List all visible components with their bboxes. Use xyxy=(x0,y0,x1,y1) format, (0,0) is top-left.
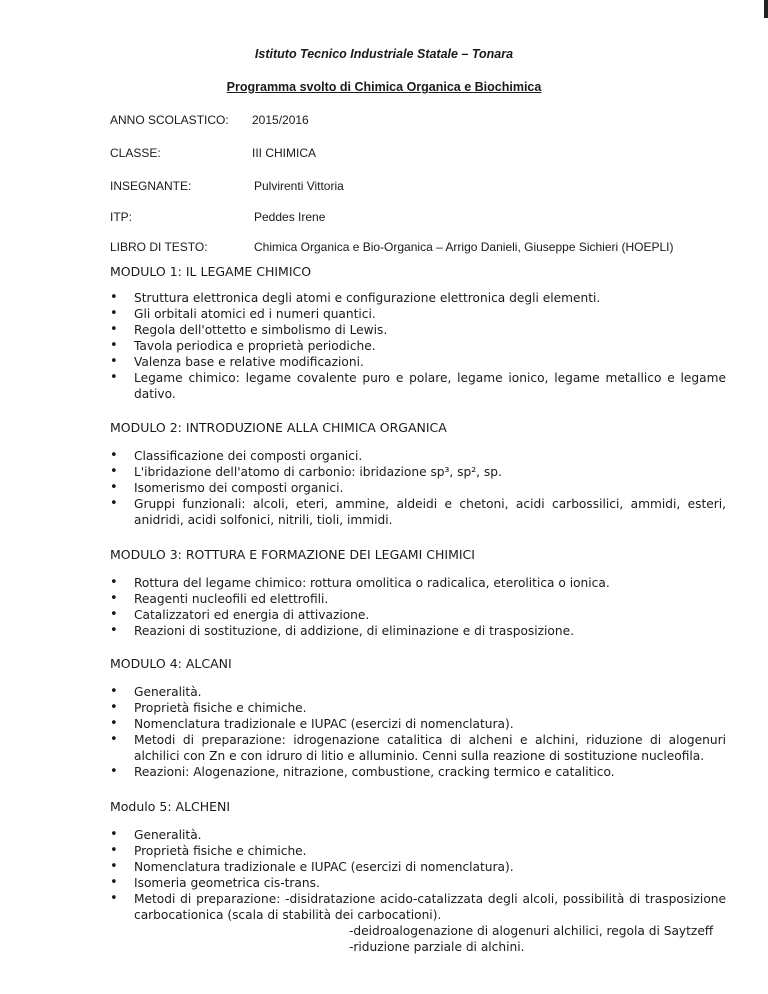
module-3-list xyxy=(110,575,726,639)
list-item: • Metodi di preparazione: idrogenazione catalitica di alcheni e alchini, riduzione di alogenuri alchilici con Zn e con idruro di litio e alluminio. Cenni sulla reazione di sostituzione nucleofila. xyxy=(110,732,726,764)
info-value: Pulvirenti Vittoria xyxy=(254,179,344,193)
list-item: • Legame chimico: legame covalente puro e polare, legame ionico, legame metallico e legame dativo. xyxy=(110,370,726,402)
module-2-title: MODULO 2: INTRODUZIONE ALLA CHIMICA ORGANICA xyxy=(110,420,447,435)
list-item: • Valenza base e relative modificazioni. xyxy=(110,354,726,370)
list-item: • Isomeria geometrica cis-trans. xyxy=(110,875,726,891)
module-4-title: MODULO 4: ALCANI xyxy=(110,656,232,671)
info-label: INSEGNANTE: xyxy=(110,179,192,193)
list-item: • Struttura elettronica degli atomi e configurazione elettronica degli elementi. xyxy=(110,290,726,306)
module-2-list xyxy=(110,448,726,528)
info-value: 2015/2016 xyxy=(252,113,309,127)
module-1-list xyxy=(110,290,726,402)
list-item: • Proprietà fisiche e chimiche. xyxy=(110,843,726,859)
list-item: • Regola dell'ottetto e simbolismo di Lewis. xyxy=(110,322,726,338)
list-item: • Nomenclatura tradizionale e IUPAC (esercizi di nomenclatura). xyxy=(110,716,726,732)
list-item: • Reagenti nucleofili ed elettrofili. xyxy=(110,591,726,607)
program-title: Programma svolto di Chimica Organica e Biochimica xyxy=(226,80,542,94)
list-item: • Nomenclatura tradizionale e IUPAC (esercizi di nomenclatura). xyxy=(110,859,726,875)
list-item: • Generalità. xyxy=(110,827,726,843)
module-1-title: MODULO 1: IL LEGAME CHIMICO xyxy=(110,264,312,279)
list-item: • Proprietà fisiche e chimiche. xyxy=(110,700,726,716)
info-value: III CHIMICA xyxy=(252,146,317,160)
list-item: • Catalizzatori ed energia di attivazione. xyxy=(110,607,726,623)
continuation-line: -deidroalogenazione di alogenuri alchilici, regola di Saytzeff xyxy=(349,924,714,938)
list-item: • Metodi di preparazione: -disidratazione acido-catalizzata degli alcoli, possibilità di trasposizione carbocationica (scala di stabilità dei carbocationi). xyxy=(110,891,726,923)
info-label: ANNO SCOLASTICO: xyxy=(110,113,229,127)
list-item: • Isomerismo dei composti organici. xyxy=(110,480,726,496)
info-value: Chimica Organica e Bio-Organica – Arrigo Danieli, Giuseppe Sichieri (HOEPLI) xyxy=(254,240,674,254)
module-5-list xyxy=(110,827,726,923)
list-item: • Classificazione dei composti organici. xyxy=(110,448,726,464)
info-label: ITP: xyxy=(110,210,133,224)
list-item: • Rottura del legame chimico: rottura omolitica o radicalica, eterolitica o ionica. xyxy=(110,575,726,591)
module-4-list xyxy=(110,684,726,780)
info-label: LIBRO DI TESTO: xyxy=(110,240,208,254)
scan-edge-mark xyxy=(764,0,768,18)
list-item: • Reazioni: Alogenazione, nitrazione, combustione, cracking termico e catalitico. xyxy=(110,764,726,780)
list-item: • Tavola periodica e proprietà periodiche. xyxy=(110,338,726,354)
list-item: • L'ibridazione dell'atomo di carbonio: ibridazione sp³, sp², sp. xyxy=(110,464,726,480)
list-item: • Reazioni di sostituzione, di addizione, di eliminazione e di trasposizione. xyxy=(110,623,726,639)
school-name: Istituto Tecnico Industriale Statale – Tonara xyxy=(254,47,514,61)
list-item: • Generalità. xyxy=(110,684,726,700)
list-item: • Gruppi funzionali: alcoli, eteri, ammine, aldeidi e chetoni, acidi carbossilici, ammidi, esteri, anidridi, acidi solfonici, nitrili, tioli, immidi. xyxy=(110,496,726,528)
info-value: Peddes Irene xyxy=(254,210,326,224)
continuation-line: -riduzione parziale di alchini. xyxy=(349,940,525,954)
module-5-title: Modulo 5: ALCHENI xyxy=(110,799,231,814)
module-3-title: MODULO 3: ROTTURA E FORMAZIONE DEI LEGAMI CHIMICI xyxy=(110,547,475,562)
list-item: • Gli orbitali atomici ed i numeri quantici. xyxy=(110,306,726,322)
info-label: CLASSE: xyxy=(110,146,161,160)
